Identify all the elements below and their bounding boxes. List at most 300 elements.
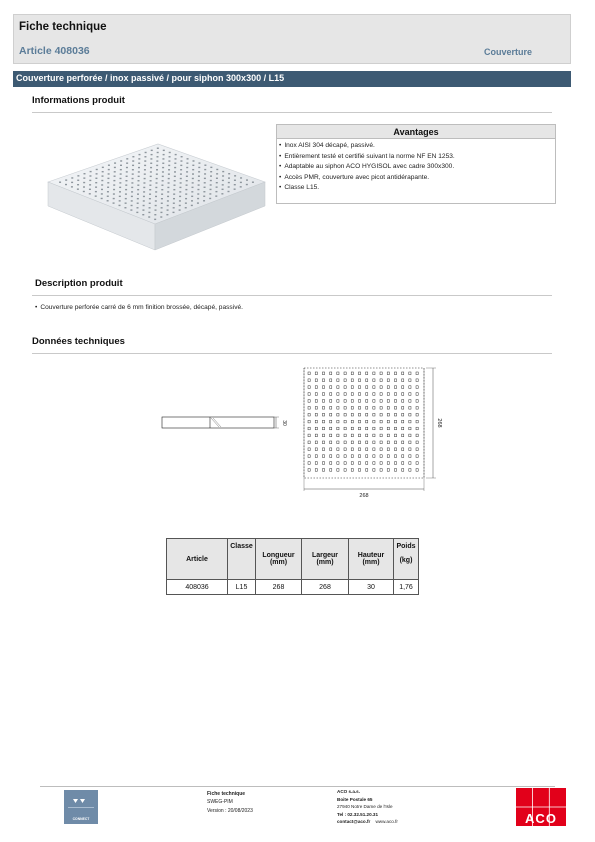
plan-perforation	[366, 448, 368, 451]
perforation-hole	[96, 169, 98, 170]
plan-perforation	[416, 420, 418, 423]
perforation-hole	[204, 173, 206, 174]
plan-perforation	[315, 448, 317, 451]
perforation-hole	[161, 185, 163, 186]
plan-perforation	[337, 386, 339, 389]
perforation-hole	[155, 209, 157, 210]
perforation-hole	[222, 180, 224, 181]
perforation-hole	[138, 158, 140, 159]
perforation-hole	[95, 195, 97, 196]
perforation-hole	[234, 175, 236, 176]
plan-perforation	[358, 434, 360, 437]
plan-perforation	[337, 469, 339, 472]
plan-perforation	[380, 379, 382, 382]
perforation-hole	[240, 186, 242, 187]
plan-perforation	[416, 434, 418, 437]
perforation-hole	[138, 180, 140, 181]
perforation-hole	[113, 189, 115, 190]
plan-perforation	[394, 420, 396, 423]
aco-logo-text: ACO	[525, 811, 557, 826]
perforation-hole	[77, 175, 79, 176]
perforation-hole	[143, 200, 145, 201]
plan-perforation	[394, 407, 396, 410]
plan-perforation	[387, 427, 389, 430]
advantage-item: • Accès PMR, couverture avec picot antidérapante.	[279, 173, 555, 184]
advantages-box	[276, 124, 556, 204]
product-category: Couverture	[483, 47, 532, 57]
plan-perforation	[416, 469, 418, 472]
perforation-hole	[150, 163, 152, 164]
plan-perforation	[409, 379, 411, 382]
plan-perforation	[330, 413, 332, 416]
perforation-hole	[234, 188, 236, 189]
perforation-hole	[191, 196, 193, 197]
perforation-hole	[102, 167, 104, 168]
plan-perforation	[416, 407, 418, 410]
plan-perforation	[344, 379, 346, 382]
footer-company: ACO s.a.s.	[337, 789, 360, 794]
perforation-hole	[180, 160, 182, 161]
dim-thickness-label: 30	[281, 420, 287, 426]
plan-perforation	[394, 434, 396, 437]
plan-perforation	[322, 427, 324, 430]
plan-perforation	[373, 372, 375, 375]
perforation-hole	[131, 200, 133, 201]
perforation-hole	[125, 193, 127, 194]
plan-perforation	[337, 372, 339, 375]
plan-perforation	[344, 407, 346, 410]
plan-perforation	[416, 455, 418, 458]
plan-perforation	[416, 441, 418, 444]
plan-perforation	[351, 448, 353, 451]
footer-source: SWEG-PIM	[207, 799, 233, 806]
plan-perforation	[394, 469, 396, 472]
plan-perforation	[387, 434, 389, 437]
plan-perforation	[308, 462, 310, 465]
plan-perforation	[351, 413, 353, 416]
perforation-hole	[173, 203, 175, 204]
footer-version: Version : 20/08/2023	[207, 807, 253, 814]
footer-doc-type: Fiche technique	[207, 791, 246, 797]
plan-perforation	[402, 393, 404, 396]
plan-perforation	[315, 386, 317, 389]
section-rule	[32, 353, 552, 354]
perforation-hole	[154, 219, 156, 220]
plan-perforation	[402, 441, 404, 444]
perforation-hole	[107, 182, 109, 183]
plan-perforation	[322, 400, 324, 403]
plan-perforation	[330, 462, 332, 465]
footer-email: contact@aco.fr	[337, 819, 371, 825]
perforation-hole	[150, 171, 152, 172]
plan-perforation	[308, 407, 310, 410]
perforation-hole	[209, 193, 211, 194]
plan-perforation	[373, 386, 375, 389]
perforation-hole	[160, 216, 162, 217]
perforation-hole	[137, 203, 139, 204]
perforation-hole	[149, 185, 151, 186]
perforation-hole	[138, 163, 140, 164]
section-heading-technical: Données techniques	[32, 336, 125, 347]
plan-perforation	[358, 462, 360, 465]
perforation-hole	[162, 171, 164, 172]
perforation-hole	[126, 162, 128, 163]
plan-perforation	[402, 420, 404, 423]
perforation-hole	[126, 158, 128, 159]
aco-connect-logo	[64, 790, 98, 824]
perforation-hole	[148, 216, 150, 217]
plan-perforation	[322, 441, 324, 444]
plan-perforation	[416, 462, 418, 465]
plan-perforation	[351, 372, 353, 375]
plan-perforation	[409, 413, 411, 416]
plan-perforation	[308, 393, 310, 396]
plan-perforation	[394, 448, 396, 451]
product-image	[33, 132, 273, 264]
perforation-hole	[83, 177, 85, 178]
perforation-hole	[101, 198, 103, 199]
description-text: • Couverture perforée carré de 6 mm finition brossée, décapé, passivé.	[35, 304, 243, 311]
perforation-hole	[203, 200, 205, 201]
perforation-hole	[89, 193, 91, 194]
plan-perforation	[402, 455, 404, 458]
perforation-hole	[125, 180, 127, 181]
perforation-hole	[137, 185, 139, 186]
plan-perforation	[373, 427, 375, 430]
perforation-hole	[204, 169, 206, 170]
perforation-hole	[71, 177, 73, 178]
perforation-hole	[215, 191, 217, 192]
plan-perforation	[337, 379, 339, 382]
perforation-hole	[155, 200, 157, 201]
plan-perforation	[358, 469, 360, 472]
plan-perforation	[366, 400, 368, 403]
plan-perforation	[315, 420, 317, 423]
perforation-hole	[144, 178, 146, 179]
perforation-hole	[198, 180, 200, 181]
perforation-hole	[119, 191, 121, 192]
perforation-hole	[155, 196, 157, 197]
perforation-hole	[139, 154, 141, 155]
plan-perforation	[373, 400, 375, 403]
plan-perforation	[380, 413, 382, 416]
perforation-hole	[144, 156, 146, 157]
perforation-hole	[162, 180, 164, 181]
plan-perforation	[322, 379, 324, 382]
plan-perforation	[322, 455, 324, 458]
perforation-hole	[89, 184, 91, 185]
plan-perforation	[358, 386, 360, 389]
perforation-hole	[157, 148, 159, 149]
plan-perforation	[409, 455, 411, 458]
plan-perforation	[366, 372, 368, 375]
plan-perforation	[322, 372, 324, 375]
perforation-hole	[149, 193, 151, 194]
plan-perforation	[322, 413, 324, 416]
perforation-hole	[83, 191, 85, 192]
perforation-hole	[161, 189, 163, 190]
perforation-hole	[174, 171, 176, 172]
perforation-hole	[142, 209, 144, 210]
perforation-hole	[90, 171, 92, 172]
col-header-poids: Poids (kg)	[394, 539, 419, 580]
plan-perforation	[402, 448, 404, 451]
perforation-hole	[150, 158, 152, 159]
perforation-hole	[210, 171, 212, 172]
perforation-hole	[179, 196, 181, 197]
perforation-hole	[180, 173, 182, 174]
plan-perforation	[358, 400, 360, 403]
dim-width-label: 268	[359, 493, 369, 499]
perforation-hole	[156, 169, 158, 170]
advantage-item: • Adaptable au siphon ACO HYGISOL avec cadre 300x300.	[279, 162, 555, 173]
plan-perforation	[402, 413, 404, 416]
plan-perforation	[308, 379, 310, 382]
plan-perforation	[344, 386, 346, 389]
perforation-hole	[203, 191, 205, 192]
plan-perforation	[344, 420, 346, 423]
plan-perforation	[409, 469, 411, 472]
perforation-hole	[119, 182, 121, 183]
plan-perforation	[373, 448, 375, 451]
perforation-hole	[149, 207, 151, 208]
perforation-hole	[215, 195, 217, 196]
perforation-hole	[131, 182, 133, 183]
perforation-hole	[210, 167, 212, 168]
plan-perforation	[315, 469, 317, 472]
perforation-hole	[144, 173, 146, 174]
footer-website: www.aco.fr	[375, 819, 398, 825]
cell-classe: L15	[228, 580, 256, 595]
perforation-hole	[119, 205, 121, 206]
perforation-hole	[149, 203, 151, 204]
plan-perforation	[358, 379, 360, 382]
plan-perforation	[387, 407, 389, 410]
perforation-hole	[77, 184, 79, 185]
perforation-hole	[155, 205, 157, 206]
perforation-hole	[114, 167, 116, 168]
perforation-hole	[167, 209, 169, 210]
product-title-bar: Couverture perforée / inox passivé / pour siphon 300x300 / L15	[13, 71, 571, 87]
perforation-hole	[143, 191, 145, 192]
perforation-hole	[197, 198, 199, 199]
perforation-hole	[179, 187, 181, 188]
perforation-hole	[120, 178, 122, 179]
perforation-hole	[168, 178, 170, 179]
perforation-hole	[191, 200, 193, 201]
plan-perforation	[351, 441, 353, 444]
section-heading-description: Description produit	[35, 278, 123, 289]
plan-perforation	[322, 448, 324, 451]
perforation-hole	[125, 198, 127, 199]
perforation-hole	[150, 167, 152, 168]
plan-perforation	[409, 434, 411, 437]
plan-perforation	[366, 427, 368, 430]
perforation-hole	[197, 193, 199, 194]
plan-perforation	[373, 379, 375, 382]
plan-perforation	[308, 372, 310, 375]
plan-perforation	[409, 393, 411, 396]
perforation-hole	[102, 171, 104, 172]
col-header-classe: Classe	[228, 539, 256, 580]
perforation-hole	[181, 156, 183, 157]
perforation-hole	[186, 176, 188, 177]
perforation-hole	[185, 189, 187, 190]
perforation-hole	[89, 189, 91, 190]
cell-article: 408036	[167, 580, 228, 595]
perforation-hole	[167, 187, 169, 188]
perforation-hole	[161, 193, 163, 194]
side-view	[162, 417, 279, 428]
plan-perforation	[387, 469, 389, 472]
plan-perforation	[387, 379, 389, 382]
perforation-hole	[168, 160, 170, 161]
perforation-hole	[156, 173, 158, 174]
plan-perforation	[322, 420, 324, 423]
perforation-hole	[169, 156, 171, 157]
plan-perforation	[387, 393, 389, 396]
plan-perforation	[308, 434, 310, 437]
plan-perforation	[330, 372, 332, 375]
perforation-hole	[137, 193, 139, 194]
perforation-hole	[120, 165, 122, 166]
perforation-hole	[149, 198, 151, 199]
perforation-hole	[222, 184, 224, 185]
plan-perforation	[344, 427, 346, 430]
plan-perforation	[308, 455, 310, 458]
perforation-hole	[216, 182, 218, 183]
advantages-heading: Avantages	[277, 125, 555, 139]
perforation-hole	[168, 169, 170, 170]
plan-perforation	[308, 448, 310, 451]
plan-perforation	[416, 448, 418, 451]
perforation-hole	[246, 179, 248, 180]
cell-hauteur: 30	[349, 580, 394, 595]
perforation-hole	[167, 191, 169, 192]
plan-perforation	[330, 379, 332, 382]
perforation-hole	[192, 178, 194, 179]
plan-perforation	[394, 455, 396, 458]
plan-perforation	[351, 469, 353, 472]
plan-perforation	[322, 434, 324, 437]
perforation-hole	[173, 207, 175, 208]
plan-perforation	[337, 448, 339, 451]
plan-perforation	[366, 420, 368, 423]
footer-company-info	[337, 788, 398, 826]
footer-address: 27940 Notre Dame de l'Isle	[337, 804, 393, 810]
perforation-hole	[174, 167, 176, 168]
col-header-article: Article	[167, 539, 228, 580]
perforation-hole	[192, 165, 194, 166]
plan-perforation	[366, 379, 368, 382]
header-box	[13, 14, 571, 64]
plan-perforation	[409, 462, 411, 465]
plan-perforation	[337, 393, 339, 396]
plan-perforation	[322, 462, 324, 465]
plan-perforation	[416, 427, 418, 430]
perforation-hole	[125, 202, 127, 203]
perforation-hole	[186, 171, 188, 172]
plan-perforation	[315, 427, 317, 430]
plan-perforation	[416, 386, 418, 389]
plan-perforation	[344, 441, 346, 444]
perforation-hole	[173, 193, 175, 194]
aco-logo	[516, 788, 566, 826]
perforation-hole	[143, 205, 145, 206]
perforation-hole	[161, 203, 163, 204]
plan-perforation	[351, 455, 353, 458]
plan-perforation	[315, 413, 317, 416]
perforation-hole	[143, 196, 145, 197]
plan-perforation	[402, 379, 404, 382]
perforation-hole	[155, 187, 157, 188]
plan-perforation	[330, 427, 332, 430]
plan-perforation	[322, 393, 324, 396]
perforation-hole	[144, 169, 146, 170]
perforation-hole	[101, 180, 103, 181]
perforation-hole	[59, 182, 61, 183]
perforation-hole	[173, 198, 175, 199]
perforation-hole	[131, 205, 133, 206]
plan-perforation	[373, 469, 375, 472]
footer-postbox: Boite Postale 65	[337, 796, 373, 802]
plan-perforation	[351, 427, 353, 430]
cell-poids: 1,76	[394, 580, 419, 595]
perforation-hole	[156, 160, 158, 161]
plan-perforation	[351, 420, 353, 423]
table-row	[167, 580, 419, 595]
perforation-hole	[179, 191, 181, 192]
plan-perforation	[409, 420, 411, 423]
plan-perforation	[380, 393, 382, 396]
perforation-hole	[192, 187, 194, 188]
plan-perforation	[315, 462, 317, 465]
perforation-hole	[192, 169, 194, 170]
perforation-hole	[209, 198, 211, 199]
plan-perforation	[337, 413, 339, 416]
plan-perforation	[380, 407, 382, 410]
plan-perforation	[402, 427, 404, 430]
perforation-hole	[160, 212, 162, 213]
perforation-hole	[107, 178, 109, 179]
plan-perforation	[387, 400, 389, 403]
perforation-hole	[145, 152, 147, 153]
plan-perforation	[322, 469, 324, 472]
spec-table	[166, 538, 419, 595]
perforation-hole	[228, 182, 230, 183]
perforation-hole	[204, 165, 206, 166]
plan-perforation	[380, 372, 382, 375]
perforation-hole	[167, 205, 169, 206]
perforation-hole	[210, 175, 212, 176]
perforation-hole	[210, 184, 212, 185]
advantage-item: • Entièrement testé et certifié suivant la norme NF EN 1253.	[279, 152, 555, 163]
perforation-hole	[132, 165, 134, 166]
advantage-item: • Classe L15.	[279, 183, 555, 194]
perforation-hole	[216, 186, 218, 187]
perforation-hole	[174, 163, 176, 164]
perforation-hole	[130, 209, 132, 210]
plan-perforation	[416, 400, 418, 403]
perforation-hole	[149, 189, 151, 190]
perforation-hole	[124, 207, 126, 208]
article-number: Article 408036	[19, 45, 90, 57]
plan-perforation	[366, 434, 368, 437]
perforation-hole	[77, 180, 79, 181]
plan-perforation	[380, 441, 382, 444]
plan-perforation	[358, 427, 360, 430]
perforation-hole	[222, 171, 224, 172]
